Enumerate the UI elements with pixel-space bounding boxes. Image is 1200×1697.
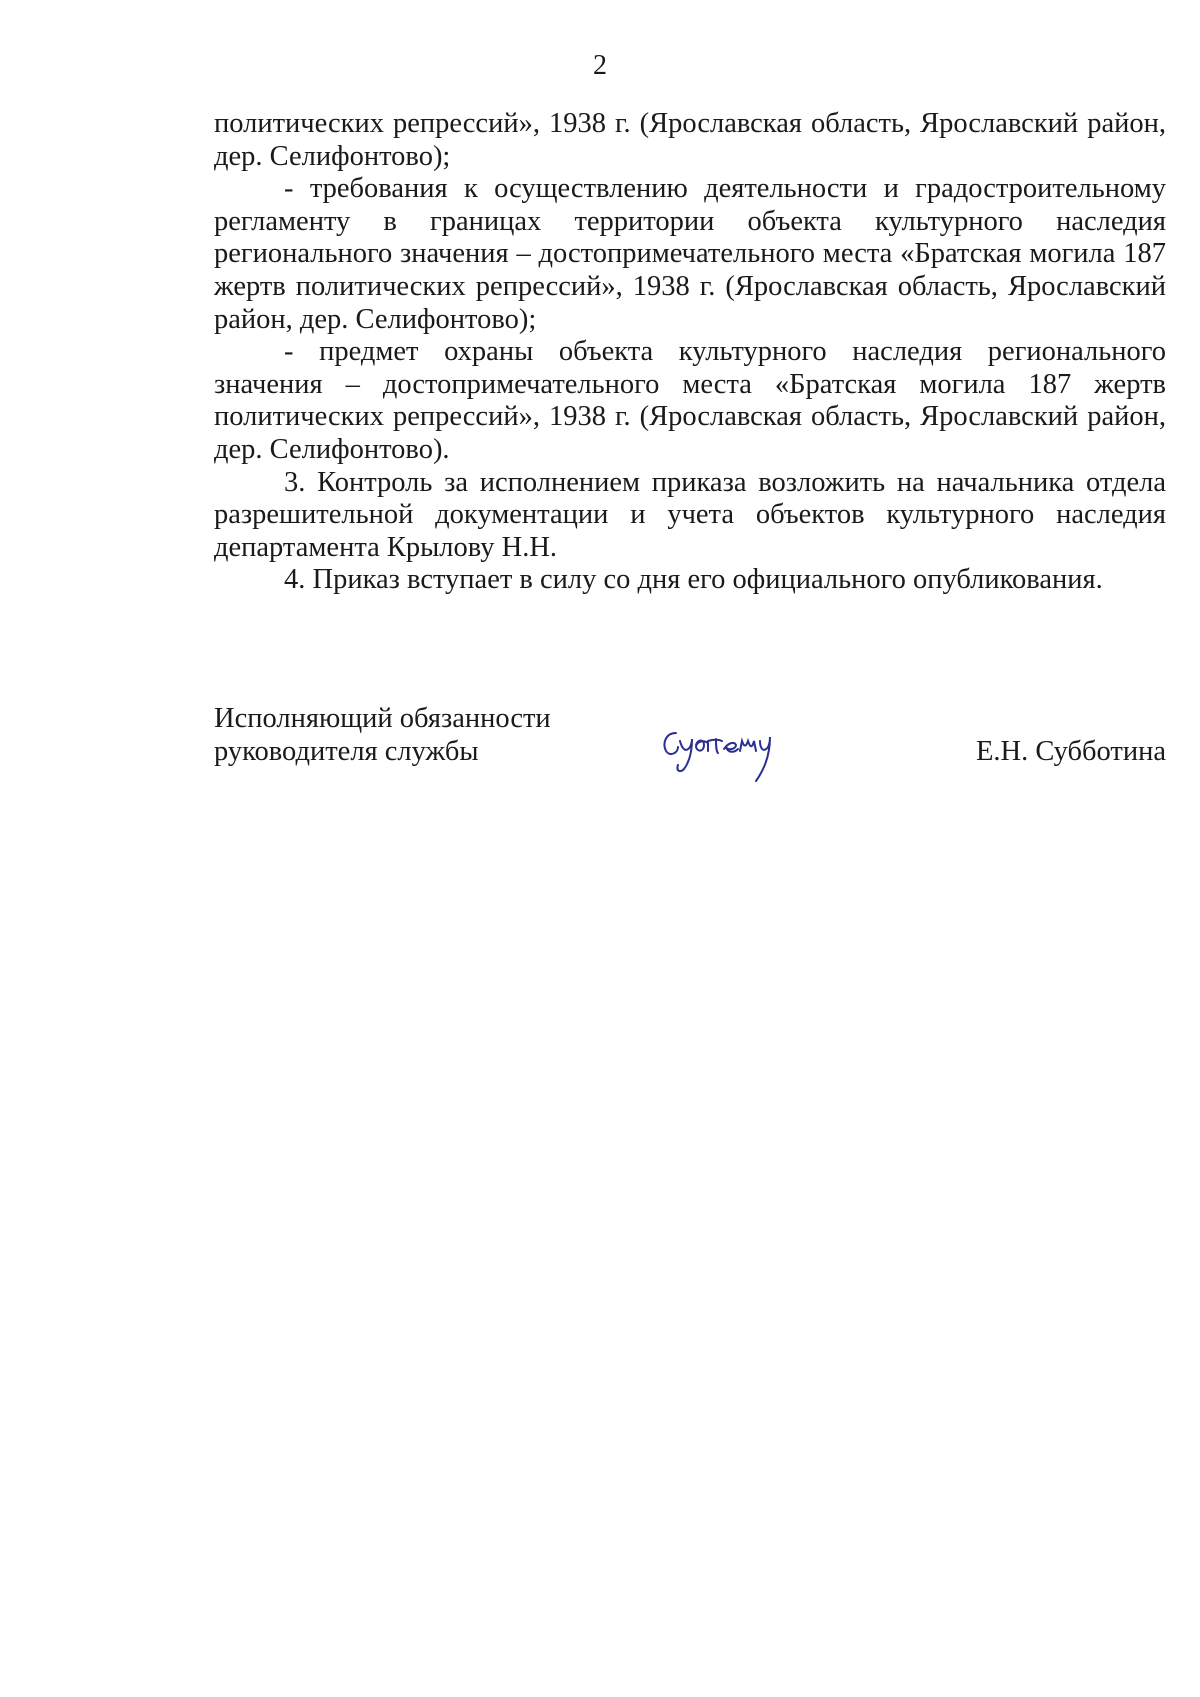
signer-position-line-2: руководителя службы xyxy=(214,735,479,767)
signer-name: Е.Н. Субботина xyxy=(975,736,1166,767)
paragraph-effective-date: 4. Приказ вступает в силу со дня его официального опубликования. xyxy=(284,564,1103,596)
document-body xyxy=(214,108,1166,597)
signature-block xyxy=(214,703,1166,803)
page-number: 2 xyxy=(593,50,607,81)
signer-position xyxy=(214,703,551,768)
paragraph-requirements: - требования к осуществлению деятельности и градостроительному регламенту в границах территории объекта культурного наследия регионального значения – достопримечательного места «Братская могила 187 жертв политических репрессий», 1938 г. (Ярославская область, Ярославский район, дер. Селифонтово); xyxy=(214,173,1166,335)
signer-position-line-1: Исполняющий обязанности xyxy=(214,703,551,734)
paragraph-continuation: политических репрессий», 1938 г. (Ярославская область, Ярославский район, дер. Селифонтово); xyxy=(214,108,1166,172)
paragraph-control: 3. Контроль за исполнением приказа возложить на начальника отдела разрешительной документации и учета объектов культурного наследия департамента Крылову Н.Н. xyxy=(214,466,1166,563)
paragraph-protection-subject: - предмет охраны объекта культурного наследия регионального значения – достопримечательного места «Братская могила 187 жертв политических репрессий», 1938 г. (Ярославская область, Ярославский район, дер. Селифонтово). xyxy=(214,336,1166,465)
handwritten-signature xyxy=(656,719,796,789)
